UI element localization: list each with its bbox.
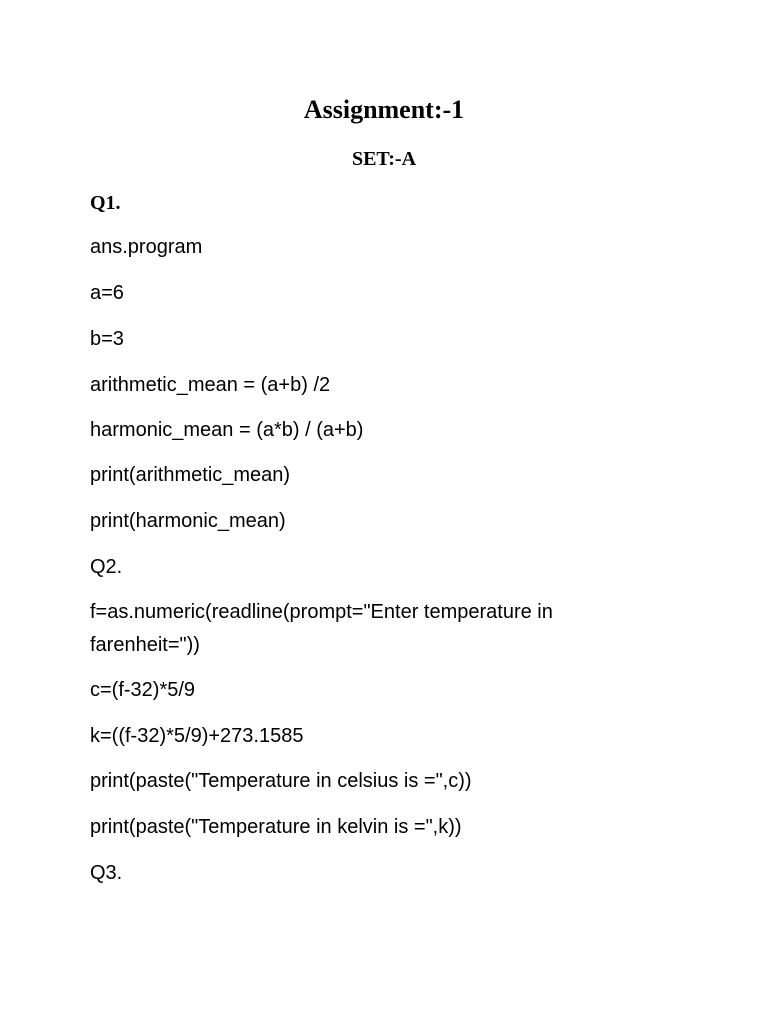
q3-heading: Q3. — [90, 862, 123, 884]
q1-line-6: print(arithmetic_mean) — [90, 464, 291, 486]
q2-line-4: print(paste("Temperature in celsius is =",c)) — [90, 770, 472, 792]
q1-line-1: ans.program — [90, 236, 203, 258]
q1-line-3: b=3 — [90, 328, 124, 350]
q1-line-2: a=6 — [90, 282, 124, 304]
page-title: Assignment:-1 — [303, 95, 465, 124]
q2-line-1: f=as.numeric(readline(prompt="Enter temperature in farenheit=")) — [90, 601, 559, 656]
q2-line-2: c=(f-32)*5/9 — [90, 679, 196, 701]
q2-heading: Q2. — [90, 556, 123, 578]
set-label: SET:-A — [351, 148, 417, 170]
q2-line-5: print(paste("Temperature in kelvin is =",k)) — [90, 816, 462, 838]
q1-heading: Q1. — [90, 192, 121, 214]
q2-line-3: k=((f-32)*5/9)+273.1585 — [90, 725, 304, 747]
q1-line-5: harmonic_mean = (a*b) / (a+b) — [90, 419, 364, 441]
q1-line-4: arithmetic_mean = (a+b) /2 — [90, 374, 331, 396]
q1-line-7: print(harmonic_mean) — [90, 510, 286, 532]
